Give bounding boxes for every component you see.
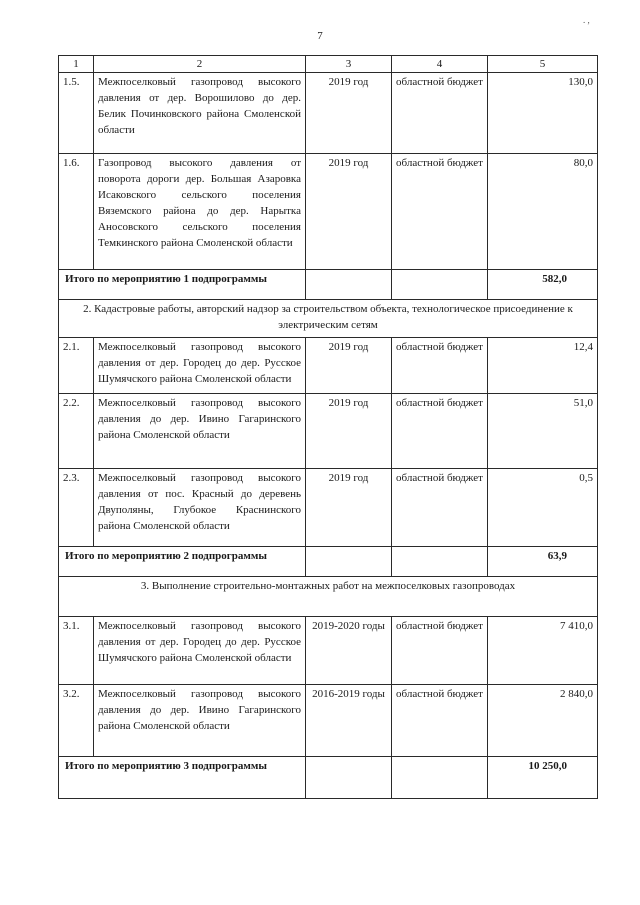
row-amount: 130,0 [488,73,598,154]
table-row [59,394,598,469]
row-funding-source: областной бюджет [392,394,488,469]
row-number: 2.2. [59,394,94,469]
subtotal-label: Итого по мероприятию 3 подпрограммы [59,757,306,799]
row-funding-source: областной бюджет [392,617,488,685]
subtotal-row [59,757,598,799]
section-header-row [59,577,598,617]
row-description: Межпоселковый газопровод высокого давления от дер. Ворошилово до дер. Белик Починковского района Смоленской области [94,73,306,154]
row-period: 2019 год [306,394,392,469]
row-amount: 12,4 [488,338,598,394]
row-funding-source: областной бюджет [392,469,488,547]
column-header-4: 4 [392,56,488,73]
row-amount: 2 840,0 [488,685,598,757]
section-header-row [59,300,598,338]
row-description: Межпоселковый газопровод высокого давления от пос. Красный до деревень Двуполяны, Глубокое Краснинского района Смоленской области [94,469,306,547]
row-number: 1.5. [59,73,94,154]
row-funding-source: областной бюджет [392,73,488,154]
row-period: 2019 год [306,469,392,547]
table-row [59,73,598,154]
subtotal-amount: 582,0 [488,270,598,300]
column-header-5: 5 [488,56,598,73]
row-period: 2016-2019 годы [306,685,392,757]
page-number: 7 [317,30,323,42]
row-number: 3.1. [59,617,94,685]
column-header-2: 2 [94,56,306,73]
table-row [59,469,598,547]
row-description: Межпоселковый газопровод высокого давления от дер. Городец до дер. Русское Шумячского района Смоленской области [94,338,306,394]
row-funding-source: областной бюджет [392,154,488,270]
row-amount: 7 410,0 [488,617,598,685]
section-title: 3. Выполнение строительно-монтажных работ на межпоселковых газопроводах [59,577,598,617]
budget-table [58,55,598,799]
column-header-1: 1 [59,56,94,73]
row-description: Межпоселковый газопровод высокого давления от дер. Городец до дер. Русское Шумячского района Смоленской области [94,617,306,685]
row-period: 2019 год [306,338,392,394]
row-number: 1.6. [59,154,94,270]
scan-mark: . , [583,15,590,25]
row-amount: 51,0 [488,394,598,469]
section-title: 2. Кадастровые работы, авторский надзор за строительством объекта, технологическое присоединение к электрическим сетям [59,300,598,338]
table-row [59,685,598,757]
row-description: Газопровод высокого давления от поворота дороги дер. Большая Азаровка Исаковского сельского поселения Вяземского района до дер. Нарытка Аносовского сельского поселения Темкинского района Смоленской области [94,154,306,270]
row-period: 2019 год [306,154,392,270]
subtotal-row [59,547,598,577]
row-amount: 0,5 [488,469,598,547]
row-period: 2019 год [306,73,392,154]
subtotal-row [59,270,598,300]
row-funding-source: областной бюджет [392,338,488,394]
row-amount: 80,0 [488,154,598,270]
row-number: 3.2. [59,685,94,757]
row-number: 2.1. [59,338,94,394]
subtotal-label: Итого по мероприятию 1 подпрограммы [59,270,306,300]
table-row [59,154,598,270]
subtotal-amount: 10 250,0 [488,757,598,799]
table-row [59,338,598,394]
row-period: 2019-2020 годы [306,617,392,685]
subtotal-amount: 63,9 [488,547,598,577]
column-header-3: 3 [306,56,392,73]
row-description: Межпоселковый газопровод высокого давления до дер. Ивино Гагаринского района Смоленской области [94,685,306,757]
subtotal-label: Итого по мероприятию 2 подпрограммы [59,547,306,577]
row-funding-source: областной бюджет [392,685,488,757]
table-header-row [59,56,598,73]
row-description: Межпоселковый газопровод высокого давления до дер. Ивино Гагаринского района Смоленской области [94,394,306,469]
row-number: 2.3. [59,469,94,547]
table-row [59,617,598,685]
